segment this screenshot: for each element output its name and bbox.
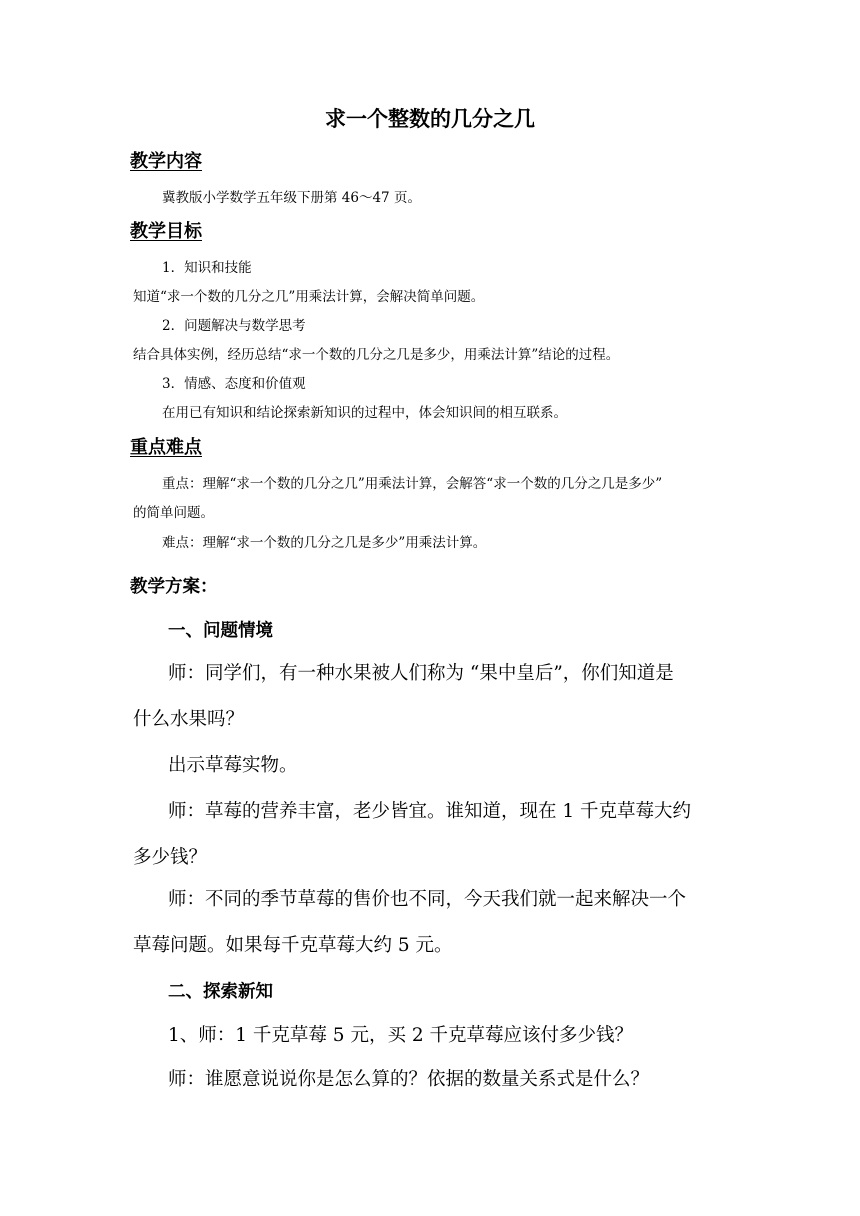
section-heading-content: 教学内容: [130, 151, 202, 172]
objective-text-3: 在用已有知识和结论探索新知识的过程中，体会知识间的相互联系。: [162, 405, 567, 421]
difficulty-text: 难点：理解“求一个数的几分之几是多少”用乘法计算。: [162, 535, 487, 551]
plan-heading: 教学方案：: [130, 577, 218, 597]
objective-text-1: 知道“求一个数的几分之几”用乘法计算，会解决简单问题。: [133, 289, 485, 305]
objective-label-3: 3．情感、态度和价值观: [162, 376, 306, 392]
section2-paragraph1: 1、师：1 千克草莓 5 元，买 2 千克草莓应该付多少钱？: [168, 1025, 633, 1046]
section1-paragraph3-line2: 多少钱？: [133, 847, 208, 868]
objective-label-2: 2．问题解决与数学思考: [162, 318, 306, 334]
section1-paragraph4-line2: 草莓问题。如果每千克草莓大约 5 元。: [133, 935, 453, 956]
objective-label-1: 1．知识和技能: [162, 260, 252, 276]
section2-paragraph2: 师：谁愿意说说你是怎么算的？依据的数量关系式是什么？: [168, 1069, 650, 1090]
content-text: 冀教版小学数学五年级下册第 46～47 页。: [162, 190, 421, 206]
section1-paragraph1-line2: 什么水果吗？: [133, 709, 245, 730]
section1-paragraph2: 出示草莓实物。: [168, 755, 298, 776]
section2-heading: 二、探索新知: [168, 982, 273, 1002]
section1-heading: 一、问题情境: [168, 621, 273, 641]
objective-text-2: 结合具体实例，经历总结“求一个数的几分之几是多少，用乘法计算”结论的过程。: [133, 347, 620, 363]
section1-paragraph1-line1: 师：同学们，有一种水果被人们称为 “果中皇后”，你们知道是: [168, 663, 674, 684]
keypoint-text-line2: 的简单问题。: [133, 505, 214, 521]
section-heading-keypoints: 重点难点: [130, 437, 202, 458]
section1-paragraph3-line1: 师：草莓的营养丰富，老少皆宜。谁知道，现在 1 千克草莓大约: [168, 801, 692, 822]
document-title: 求一个整数的几分之几: [325, 107, 535, 131]
section-heading-objectives: 教学目标: [130, 221, 202, 242]
keypoint-text-line1: 重点：理解“求一个数的几分之几”用乘法计算，会解答“求一个数的几分之几是多少”: [162, 476, 663, 492]
section1-paragraph4-line1: 师：不同的季节草莓的售价也不同，今天我们就一起来解决一个: [168, 889, 687, 910]
